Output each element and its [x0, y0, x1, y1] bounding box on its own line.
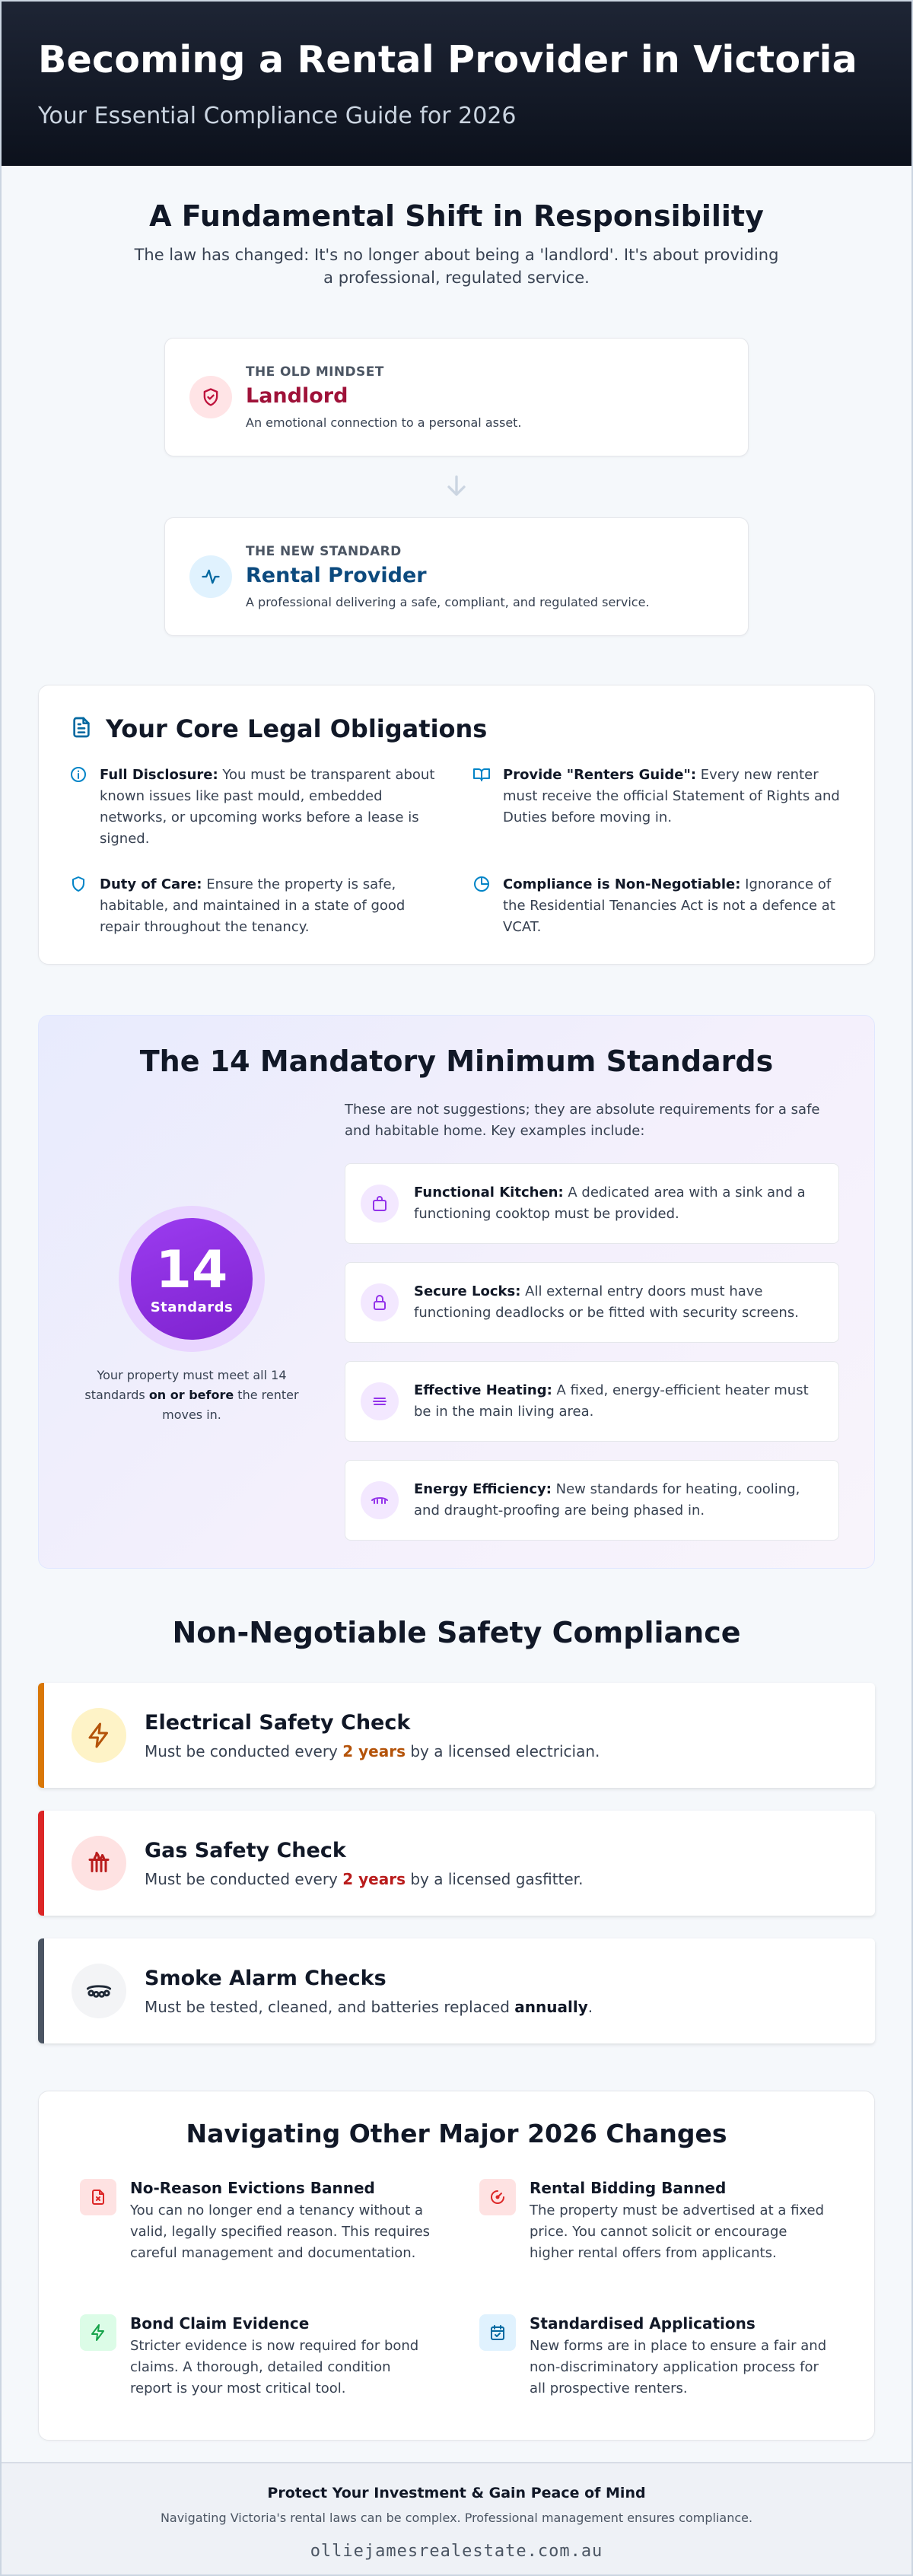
old-mindset-kicker: THE OLD MINDSET: [246, 364, 384, 380]
change-title: Rental Bidding Banned: [530, 2179, 727, 2197]
obligation-text: You must be transparent about known issues like past mould, embedded networks, or upcoming works before a lease is signed.: [100, 767, 435, 847]
calendar-check-icon: [479, 2314, 516, 2351]
change-desc: New forms are in place to ensure a fair and non-discriminatory application process for all prospective renters.: [530, 2338, 827, 2396]
change-title: Standardised Applications: [530, 2314, 756, 2333]
activity-icon: [189, 555, 232, 598]
smoke-alarm-card: [38, 1938, 875, 2043]
standards-caption: Your property must meet all 14 standards on or before the renter moves in.: [84, 1368, 299, 1422]
standard-label: Secure Locks:: [414, 1283, 521, 1299]
old-mindset-card: [164, 338, 749, 456]
page-title: Becoming a Rental Provider in Victoria: [38, 38, 857, 81]
hero-header: [2, 2, 911, 166]
change-item: [479, 2179, 833, 2314]
change-item: [80, 2179, 434, 2314]
page-subtitle: Your Essential Compliance Guide for 2026: [38, 103, 517, 129]
old-mindset-name: Landlord: [246, 384, 348, 408]
standards-intro: These are not suggestions; they are absolute requirements for a safe and habitable home. Key examples include:: [345, 1102, 820, 1139]
safety-card-title: Smoke Alarm Checks: [145, 1966, 387, 1990]
safety-card-title: Electrical Safety Check: [145, 1710, 411, 1735]
shift-title: A Fundamental Shift in Responsibility: [149, 199, 764, 233]
obligation-text: Ignorance of the Residential Tenancies Act is not a defence at VCAT.: [503, 876, 835, 935]
change-title: No-Reason Evictions Banned: [130, 2179, 375, 2197]
minimum-standards-section: [38, 1015, 875, 1569]
legal-obligations-panel: [38, 685, 875, 965]
gauge-icon: [479, 2179, 516, 2215]
safety-card-text: Must be tested, cleaned, and batteries replaced annually.: [145, 1997, 593, 2016]
obligation-label: Duty of Care:: [100, 876, 202, 892]
document-icon: [69, 715, 94, 743]
changes-title: Navigating Other Major 2026 Changes: [186, 2119, 727, 2148]
change-desc: Stricter evidence is now required for bond claims. A thorough, detailed condition report is your most critical tool.: [130, 2338, 419, 2396]
new-standard-name: Rental Provider: [246, 564, 427, 587]
document-x-icon: [80, 2179, 116, 2215]
page-footer: [2, 2462, 911, 2574]
shift-lead: The law has changed: It's no longer about being a 'landlord'. It's about providing a professional, regulated service.: [134, 246, 779, 287]
standard-text: A fixed, energy-efficient heater must be in the main living area.: [414, 1382, 809, 1420]
lightning-icon: [72, 1708, 126, 1763]
website-link[interactable]: olliejamesrealestate.com.au: [310, 2542, 603, 2561]
book-open-icon: [472, 765, 494, 787]
shield-icon: [69, 875, 91, 896]
lock-icon: [361, 1283, 399, 1321]
shopping-bag-icon: [361, 1185, 399, 1223]
lightning-icon: [80, 2314, 116, 2351]
safety-card-title: Gas Safety Check: [145, 1838, 346, 1862]
standard-text: All external entry doors must have functioning deadlocks or be fitted with security screens.: [414, 1283, 799, 1321]
obligation-label: Full Disclosure:: [100, 767, 218, 783]
arrow-down-icon: [2, 456, 911, 517]
safety-compliance-section: [2, 1569, 911, 2043]
new-standard-desc: A professional delivering a safe, compliant, and regulated service.: [246, 595, 650, 609]
standard-card: [345, 1163, 839, 1244]
info-icon: [69, 765, 91, 787]
standards-count: 14: [155, 1239, 228, 1300]
standards-badge: [119, 1206, 265, 1352]
major-changes-panel: [38, 2091, 875, 2441]
obligation-item: [472, 765, 844, 874]
new-standard-card: [164, 517, 749, 636]
obligation-label: Provide "Renters Guide":: [503, 767, 697, 783]
standard-card: [345, 1361, 839, 1442]
obligation-item: [69, 765, 441, 874]
obligations-title: Your Core Legal Obligations: [106, 714, 488, 743]
obligation-text: Ensure the property is safe, habitable, and maintained in a state of good repair throughout the tenancy.: [100, 876, 406, 935]
heater-icon: [361, 1382, 399, 1420]
standard-label: Functional Kitchen:: [414, 1185, 564, 1201]
safety-card-text: Must be conducted every 2 years by a licensed gasfitter.: [145, 1869, 584, 1888]
change-desc: You can no longer end a tenancy without a valid, legally specified reason. This requires careful management and documentation.: [130, 2202, 431, 2261]
obligation-text: Every new renter must receive the official Statement of Rights and Duties before moving in.: [503, 767, 840, 825]
standard-card: [345, 1262, 839, 1343]
standard-label: Effective Heating:: [414, 1382, 552, 1398]
safety-title: Non-Negotiable Safety Compliance: [172, 1616, 741, 1649]
responsibility-shift-section: [2, 166, 911, 636]
safety-card-text: Must be conducted every 2 years by a licensed electrician.: [145, 1741, 600, 1760]
standard-text: A dedicated area with a sink and a functioning cooktop must be provided.: [414, 1185, 806, 1222]
new-standard-kicker: THE NEW STANDARD: [246, 544, 402, 559]
pie-chart-icon: [472, 875, 494, 896]
gas-safety-card: [38, 1811, 875, 1916]
obligation-item: [472, 874, 844, 984]
electrical-safety-card: [38, 1683, 875, 1788]
change-item: [479, 2314, 833, 2450]
change-desc: The property must be advertised at a fixed price. You cannot solicit or encourage higher rental offers from applicants.: [530, 2202, 825, 2261]
obligation-label: Compliance is Non-Negotiable:: [503, 876, 741, 892]
standards-badge-label: Standards: [150, 1299, 234, 1315]
standard-text: New standards for heating, cooling, and draught-proofing are being phased in.: [414, 1481, 800, 1519]
standard-label: Energy Efficiency:: [414, 1481, 552, 1497]
change-title: Bond Claim Evidence: [130, 2314, 310, 2333]
shield-check-icon: [189, 376, 232, 418]
obligation-item: [69, 874, 441, 984]
wind-icon: [361, 1481, 399, 1519]
old-mindset-desc: An emotional connection to a personal asset.: [246, 415, 522, 430]
standard-card: [345, 1460, 839, 1541]
change-item: [80, 2314, 434, 2450]
gas-burner-icon: [72, 1836, 126, 1891]
footer-headline: Protect Your Investment & Gain Peace of Mind: [267, 2485, 646, 2501]
footer-tagline: Navigating Victoria's rental laws can be complex. Professional management ensures compliance.: [160, 2511, 753, 2525]
standards-title: The 14 Mandatory Minimum Standards: [139, 1045, 774, 1078]
alarm-icon: [72, 1964, 126, 2018]
